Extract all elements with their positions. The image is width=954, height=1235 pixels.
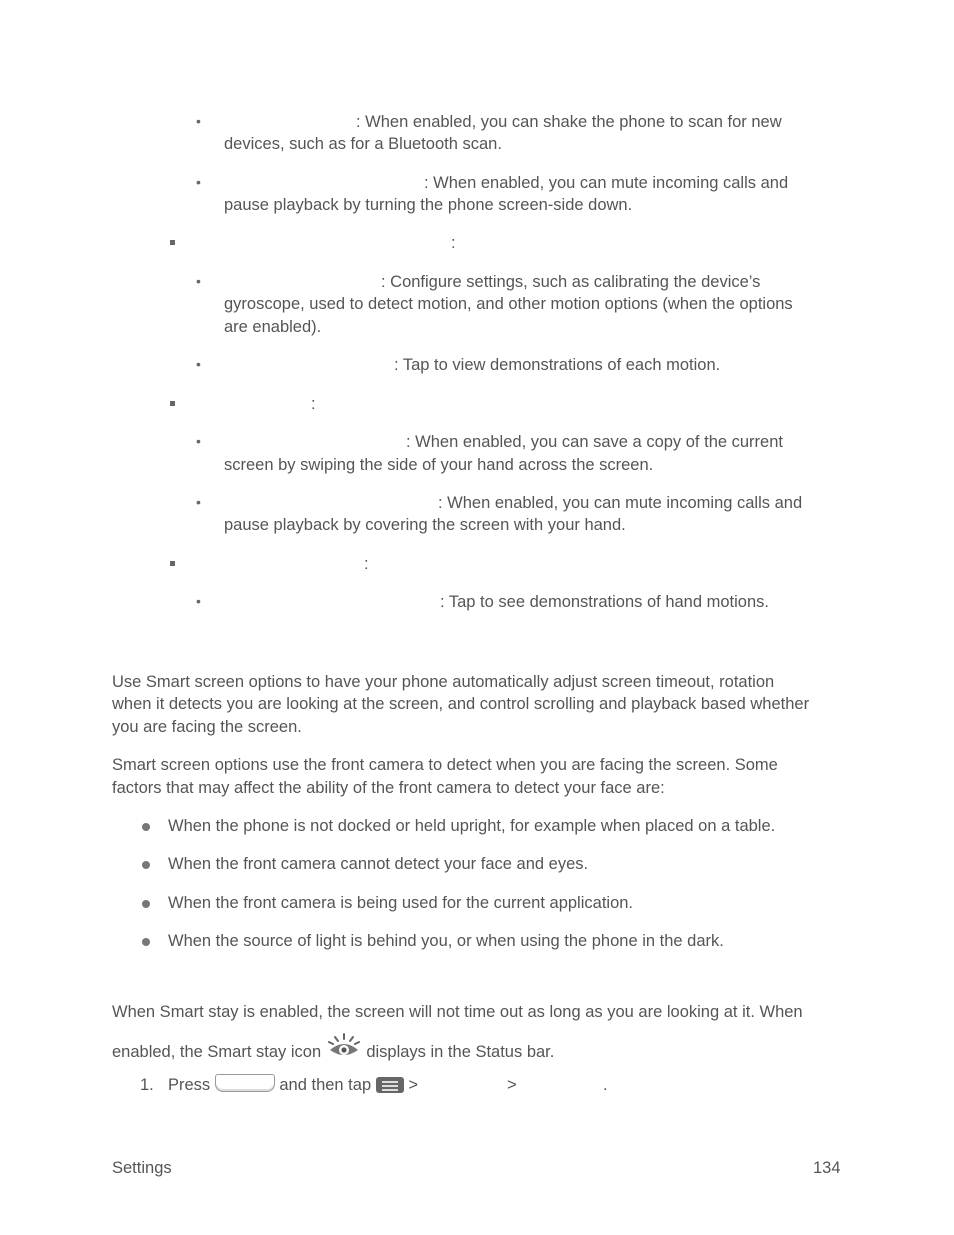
footer-page-number: 134 [813,1159,841,1177]
factor-item: When the front camera cannot detect your face and eyes. [168,855,589,873]
learn-hand-motions-text: : Tap to see demonstrations of hand motions. [440,593,769,611]
step-period: . [603,1076,608,1094]
section-colon: : [451,234,456,252]
smart-screen-camera-line2: factors that may affect the ability of the front camera to detect your face are: [112,779,665,797]
smart-stay-eye-icon [328,1033,360,1057]
press-text: Press [168,1076,211,1094]
bullet-dot: • [196,593,201,609]
smart-screen-intro-line3: you are facing the screen. [112,718,302,736]
list-bullet [142,938,150,946]
list-bullet [142,823,150,831]
list-bullet [142,861,150,869]
sensitivity-text-line1: : Configure settings, such as calibrating the device’s [381,273,761,291]
gt-1: > [408,1076,418,1094]
home-key-icon [215,1074,275,1092]
turn-over-text-line2: pause playback by turning the phone screen-side down. [224,196,633,214]
gt-2: > [507,1076,517,1094]
bullet-dot: • [196,494,201,510]
sensitivity-text-line3: are enabled). [224,318,322,336]
bullet-dot: • [196,174,201,190]
smart-stay-line2 [112,1033,554,1063]
factor-item: When the phone is not docked or held upright, for example when placed on a table. [168,817,776,835]
bullet-dot: • [196,113,201,129]
palm-swipe-text-line1: : When enabled, you can save a copy of the current [406,433,783,451]
smart-screen-intro-line2: when it detects you are looking at the screen, and control scrolling and playback based whether [112,695,810,713]
smart-screen-intro-line1: Use Smart screen options to have your phone automatically adjust screen timeout, rotation [112,673,775,691]
palm-touch-text-line1: : When enabled, you can mute incoming calls and [438,494,803,512]
smart-stay-text-b: displays in the Status bar. [366,1043,555,1061]
then-tap-text: and then tap [279,1076,372,1094]
smart-screen-camera-line1: Smart screen options use the front camera to detect when you are facing the screen. Some [112,756,778,774]
step-1 [168,1074,418,1096]
shake-text-line1: : When enabled, you can shake the phone to scan for new [356,113,782,131]
learn-motions-text: : Tap to view demonstrations of each motion. [394,356,721,374]
section-colon: : [364,555,369,573]
factor-item: When the source of light is behind you, or when using the phone in the dark. [168,932,724,950]
square-bullet [170,401,175,406]
menu-key-icon [376,1077,404,1093]
factor-item: When the front camera is being used for the current application. [168,894,634,912]
square-bullet [170,240,175,245]
palm-touch-text-line2: pause playback by covering the screen with your hand. [224,516,626,534]
shake-text-line2: devices, such as for a Bluetooth scan. [224,135,502,153]
bullet-dot: • [196,433,201,449]
square-bullet [170,561,175,566]
bullet-dot: • [196,356,201,372]
turn-over-text-line1: : When enabled, you can mute incoming calls and [424,174,789,192]
palm-swipe-text-line2: screen by swiping the side of your hand across the screen. [224,456,654,474]
smart-stay-text-a: enabled, the Smart stay icon [112,1043,322,1061]
section-colon: : [311,395,316,413]
sensitivity-text-line2: gyroscope, used to detect motion, and other motion options (when the options [224,295,793,313]
list-bullet [142,900,150,908]
bullet-dot: • [196,273,201,289]
step-number: 1. [140,1076,154,1094]
smart-stay-line1: When Smart stay is enabled, the screen will not time out as long as you are looking at it. When [112,1003,803,1021]
footer-section: Settings [112,1159,172,1177]
